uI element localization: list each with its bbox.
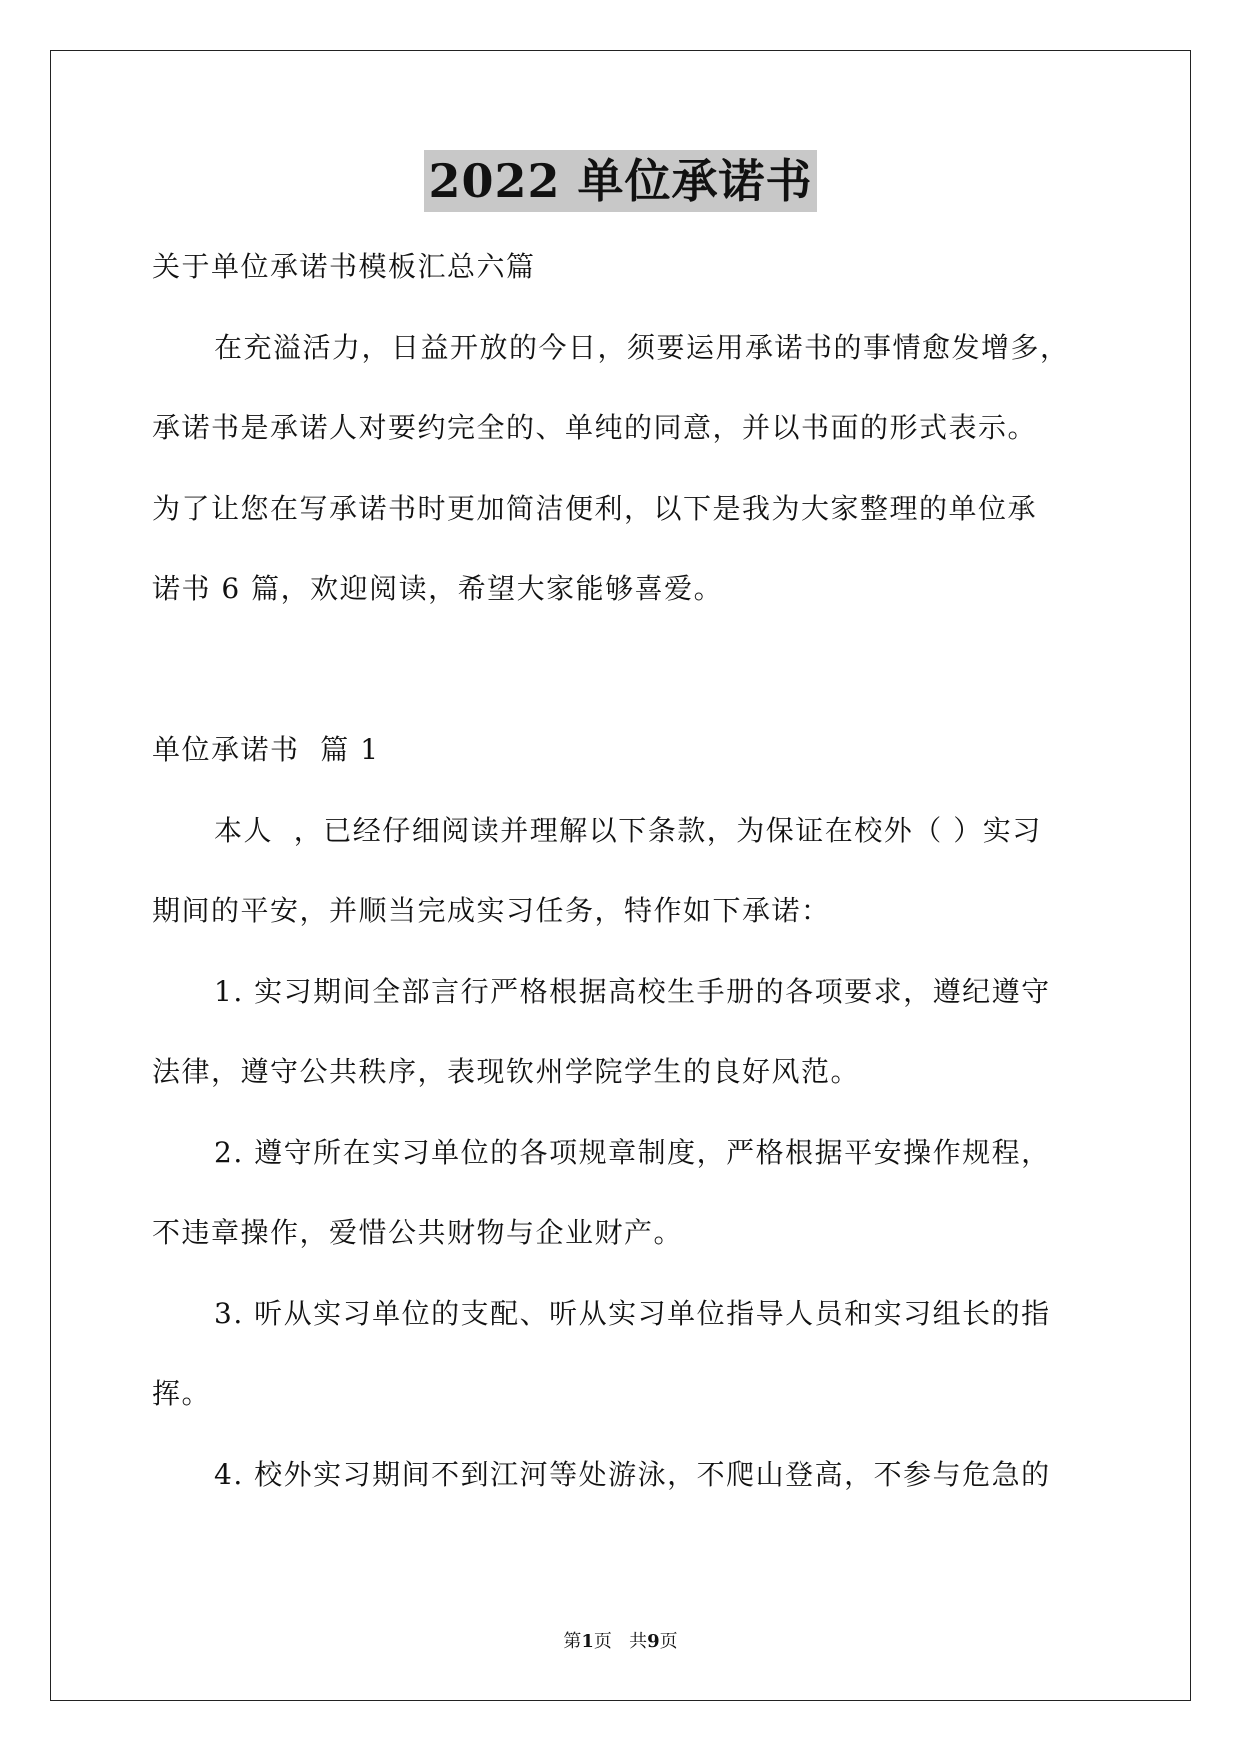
document-body bbox=[152, 227, 1089, 1515]
intro-line: 诺书 6 篇，欢迎阅读，希望大家能够喜爱。 bbox=[152, 572, 724, 605]
footer-total-pages: 9 bbox=[647, 1631, 660, 1652]
footer-page-suffix: 页 bbox=[659, 1631, 678, 1652]
page-footer bbox=[0, 1627, 1241, 1653]
document-subtitle: 关于单位承诺书模板汇总六篇 bbox=[152, 250, 536, 283]
footer-page-prefix: 第 bbox=[563, 1631, 582, 1652]
footer-page-number: 1 bbox=[581, 1631, 594, 1652]
document-title: 2022 单位承诺书 bbox=[424, 150, 816, 212]
body-line: 1. 实习期间全部言行严格根据高校生手册的各项要求，遵纪遵守 bbox=[214, 974, 1051, 1008]
body-line: 期间的平安，并顺当完成实习任务，特作如下承诺： bbox=[152, 894, 831, 927]
body-line: 不违章操作，爱惜公共财物与企业财产。 bbox=[152, 1216, 684, 1249]
intro-line: 在充溢活力，日益开放的今日，须要运用承诺书的事情愈发增多， bbox=[214, 330, 1070, 364]
body-line: 2. 遵守所在实习单位的各项规章制度，严格根据平安操作规程， bbox=[214, 1135, 1051, 1169]
body-line: 3. 听从实习单位的支配、听从实习单位指导人员和实习组长的指 bbox=[214, 1296, 1051, 1330]
blank-line bbox=[152, 630, 1089, 711]
intro-line: 为了让您在写承诺书时更加简洁便利，以下是我为大家整理的单位承 bbox=[152, 491, 1038, 525]
title-container bbox=[0, 150, 1241, 212]
body-line: 4. 校外实习期间不到江河等处游泳，不爬山登高，不参与危急的 bbox=[214, 1457, 1051, 1491]
body-line: 法律，遵守公共秩序，表现钦州学院学生的良好风范。 bbox=[152, 1055, 861, 1088]
footer-page-mid: 页 共 bbox=[593, 1631, 648, 1652]
intro-line: 承诺书是承诺人对要约完全的、单纯的同意，并以书面的形式表示。 bbox=[152, 411, 1038, 444]
body-line: 本人 ，已经仔细阅读并理解以下条款，为保证在校外（ ）实习 bbox=[214, 813, 1042, 847]
body-line: 挥。 bbox=[152, 1377, 212, 1410]
section-heading: 单位承诺书 篇 1 bbox=[152, 733, 380, 766]
